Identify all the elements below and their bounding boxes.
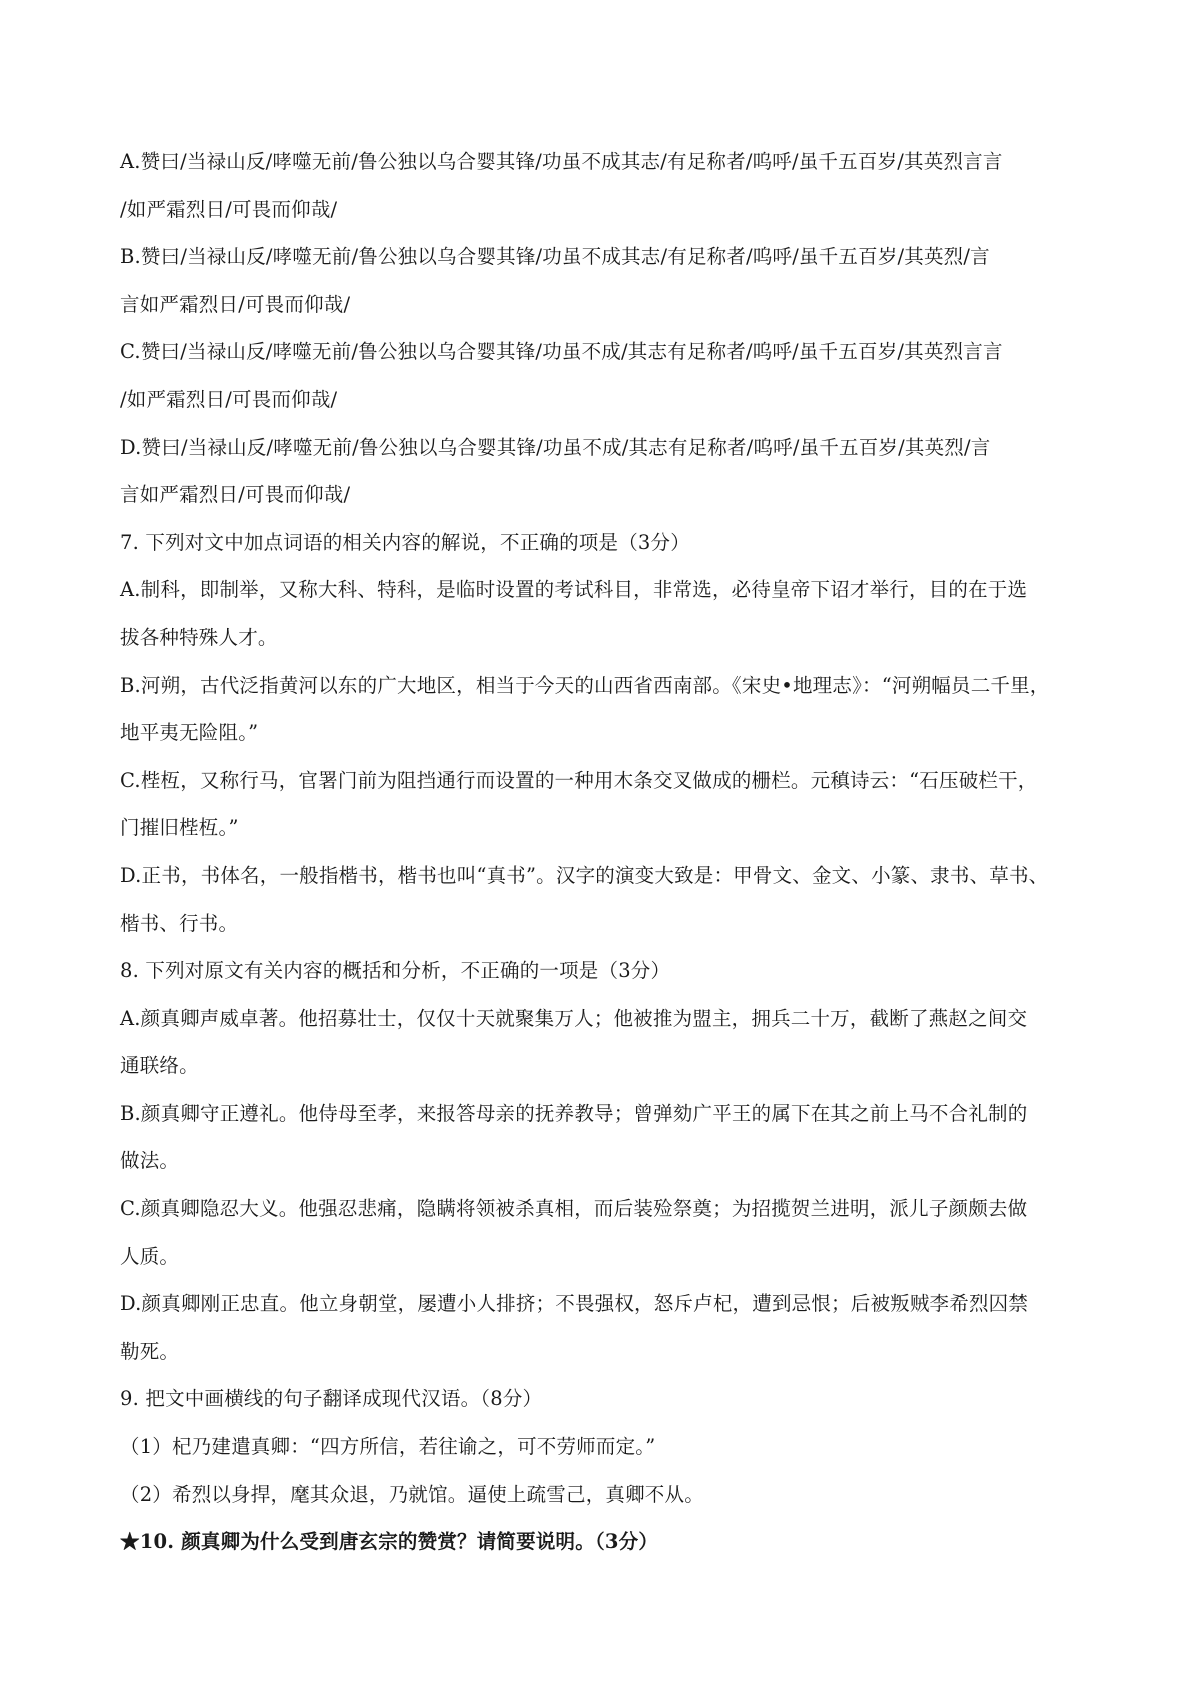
text-line: D.颜真卿刚正忠直。他立身朝堂，屡遭小人排挤；不畏强权，怒斥卢杞，遭到忌恨；后被叛贼李希烈囚禁	[120, 1292, 1029, 1316]
text-line: 门摧旧梐枑。”	[120, 816, 239, 840]
document-page	[120, 150, 1100, 1578]
text-line: 人质。	[120, 1244, 180, 1268]
text-line: D.正书，书体名，一般指楷书，楷书也叫“真书”。汉字的演变大致是：甲骨文、金文、小篆、隶书、草书、	[120, 863, 1049, 887]
text-line: 言如严霜烈日/可畏而仰哉/	[120, 292, 351, 316]
text-line: /如严霜烈日/可畏而仰哉/	[120, 387, 338, 411]
text-line: （1）杞乃建遣真卿：“四方所信，若往谕之，可不劳师而定。”	[120, 1435, 656, 1459]
text-line: /如严霜烈日/可畏而仰哉/	[120, 197, 338, 221]
text-line: ★10. 颜真卿为什么受到唐玄宗的赞赏？请简要说明。（3分）	[120, 1530, 659, 1554]
text-line: C.梐枑，又称行马，官署门前为阻挡通行而设置的一种用木条交叉做成的栅栏。元稹诗云：“石压破栏干，	[120, 768, 1038, 792]
text-line: （2）希烈以身捍，麾其众退，乃就馆。逼使上疏雪己，真卿不从。	[120, 1482, 704, 1506]
text-line: 楷书、行书。	[120, 911, 239, 935]
text-line: B.颜真卿守正遵礼。他侍母至孝，来报答母亲的抚养教导；曾弹劾广平王的属下在其之前上马不合礼制的	[120, 1101, 1028, 1125]
text-line: 地平夷无险阻。”	[120, 721, 259, 745]
text-line: 言如严霜烈日/可畏而仰哉/	[120, 483, 351, 507]
text-line: C.赞曰/当禄山反/哮噬无前/鲁公独以乌合婴其锋/功虽不成/其志有足称者/呜呼/虽千五百岁/其英烈言言	[120, 340, 1003, 364]
text-line: 勒死。	[120, 1339, 180, 1363]
text-line: A.制科，即制举，又称大科、特科，是临时设置的考试科目，非常选，必待皇帝下诏才举行，目的在于选	[120, 578, 1028, 602]
text-line: B.赞曰/当禄山反/哮噬无前/鲁公独以乌合婴其锋/功虽不成其志/有足称者/呜呼/虽千五百岁/其英烈/言	[120, 245, 990, 269]
text-line: 9. 把文中画横线的句子翻译成现代汉语。（8分）	[120, 1387, 543, 1411]
text-line: B.河朔，古代泛指黄河以东的广大地区，相当于今天的山西省西南部。《宋史•地理志》：“河朔幅员二千里，	[120, 673, 1050, 697]
text-line: 通联络。	[120, 1054, 199, 1078]
text-line: 做法。	[120, 1149, 180, 1173]
text-line: 7. 下列对文中加点词语的相关内容的解说，不正确的项是（3分）	[120, 530, 690, 554]
text-line: 8. 下列对原文有关内容的概括和分析，不正确的一项是（3分）	[120, 959, 671, 983]
text-line: 拔各种特殊人才。	[120, 625, 278, 649]
text-line: A.颜真卿声威卓著。他招募壮士，仅仅十天就聚集万人；他被推为盟主，拥兵二十万，截断了燕赵之间交	[120, 1006, 1028, 1030]
text-line: D.赞曰/当禄山反/哮噬无前/鲁公独以乌合婴其锋/功虽不成/其志有足称者/呜呼/虽千五百岁/其英烈/言	[120, 435, 991, 459]
text-line: A.赞曰/当禄山反/哮噬无前/鲁公独以乌合婴其锋/功虽不成其志/有足称者/呜呼/虽千五百岁/其英烈言言	[120, 150, 1003, 173]
text-line: C.颜真卿隐忍大义。他强忍悲痛，隐瞒将领被杀真相，而后装殓祭奠；为招揽贺兰进明，派儿子颜颇去做	[120, 1197, 1028, 1221]
